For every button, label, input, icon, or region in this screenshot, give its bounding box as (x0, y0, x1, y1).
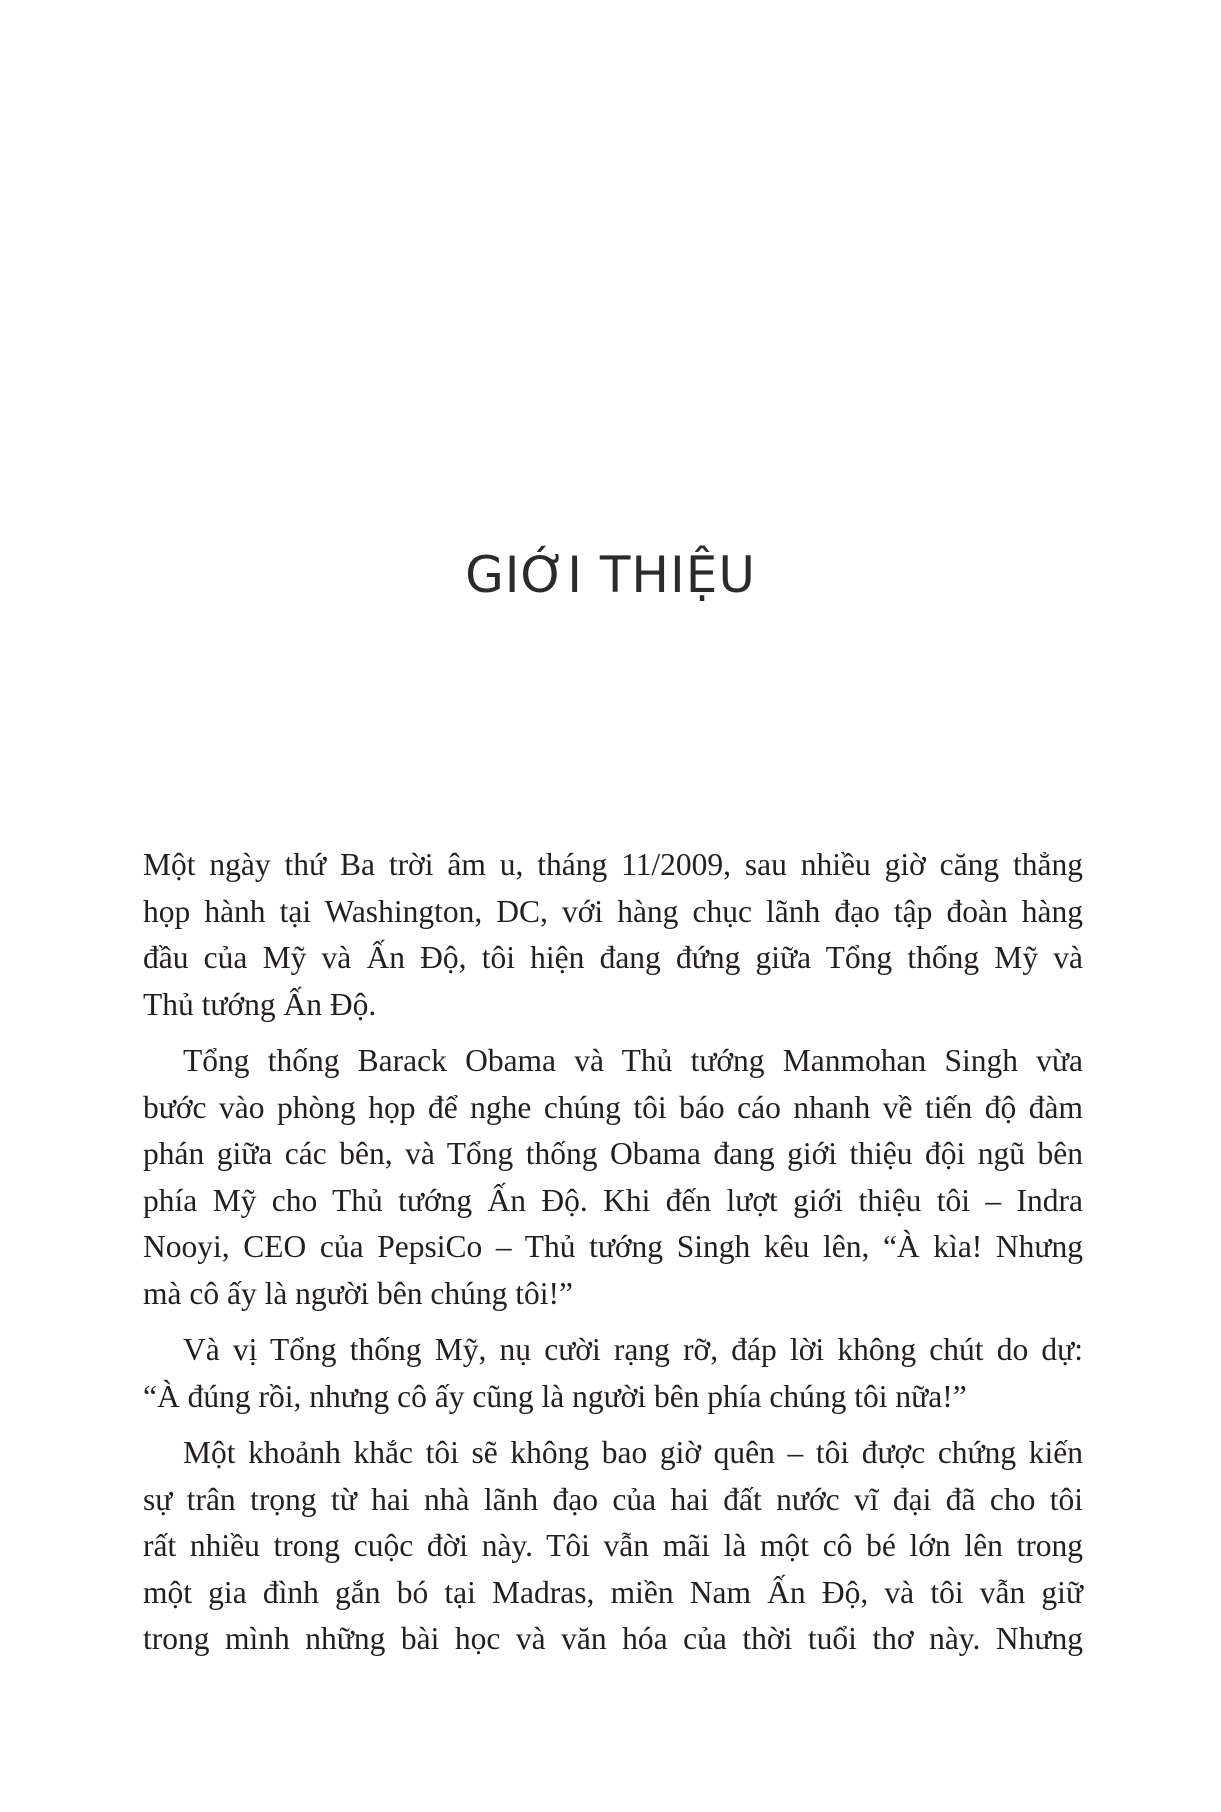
text-line: trong mình những bài học và văn hóa của thời tuổi thơ này. Nhưng (143, 1621, 1083, 1656)
text-line: Một ngày thứ Ba trời âm u, tháng 11/2009, sau nhiều giờ căng thẳng (143, 847, 1083, 882)
body-text (143, 842, 1083, 1673)
text-line: mà cô ấy là người bên chúng tôi!” (143, 1275, 573, 1311)
paragraph-2 (143, 1038, 1083, 1317)
text-line: Một khoảnh khắc tôi sẽ không bao giờ quên – tôi được chứng kiến (183, 1435, 1083, 1470)
text-line: Nooyi, CEO của PepsiCo – Thủ tướng Singh kêu lên, “À kìa! Nhưng (143, 1229, 1083, 1264)
text-line: phán giữa các bên, và Tổng thống Obama đang giới thiệu đội ngũ bên (143, 1136, 1083, 1171)
text-line: họp hành tại Washington, DC, với hàng chục lãnh đạo tập đoàn hàng (143, 893, 1083, 929)
text-line: Thủ tướng Ấn Độ. (143, 986, 377, 1022)
chapter-title: GIỚI THIỆU (465, 546, 756, 604)
text-line: đầu của Mỹ và Ấn Độ, tôi hiện đang đứng giữa Tổng thống Mỹ và (143, 940, 1083, 975)
text-line: phía Mỹ cho Thủ tướng Ấn Độ. Khi đến lượt giới thiệu tôi – Indra (143, 1182, 1083, 1218)
paragraph-4 (143, 1430, 1083, 1663)
text-line: một gia đình gắn bó tại Madras, miền Nam Ấn Độ, và tôi vẫn giữ (143, 1574, 1083, 1610)
paragraph-3 (143, 1327, 1083, 1420)
text-line: sự trân trọng từ hai nhà lãnh đạo của hai đất nước vĩ đại đã cho tôi (143, 1481, 1083, 1517)
paragraph-1 (143, 842, 1083, 1028)
text-line: Tổng thống Barack Obama và Thủ tướng Manmohan Singh vừa (183, 1043, 1083, 1078)
text-line: Và vị Tổng thống Mỹ, nụ cười rạng rỡ, đáp lời không chút do dự: (183, 1332, 1083, 1367)
text-line: bước vào phòng họp để nghe chúng tôi báo cáo nhanh về tiến độ đàm (143, 1089, 1083, 1125)
text-line: “À đúng rồi, nhưng cô ấy cũng là người bên phía chúng tôi nữa!” (143, 1378, 967, 1414)
text-line: rất nhiều trong cuộc đời này. Tôi vẫn mãi là một cô bé lớn lên trong (143, 1528, 1083, 1563)
